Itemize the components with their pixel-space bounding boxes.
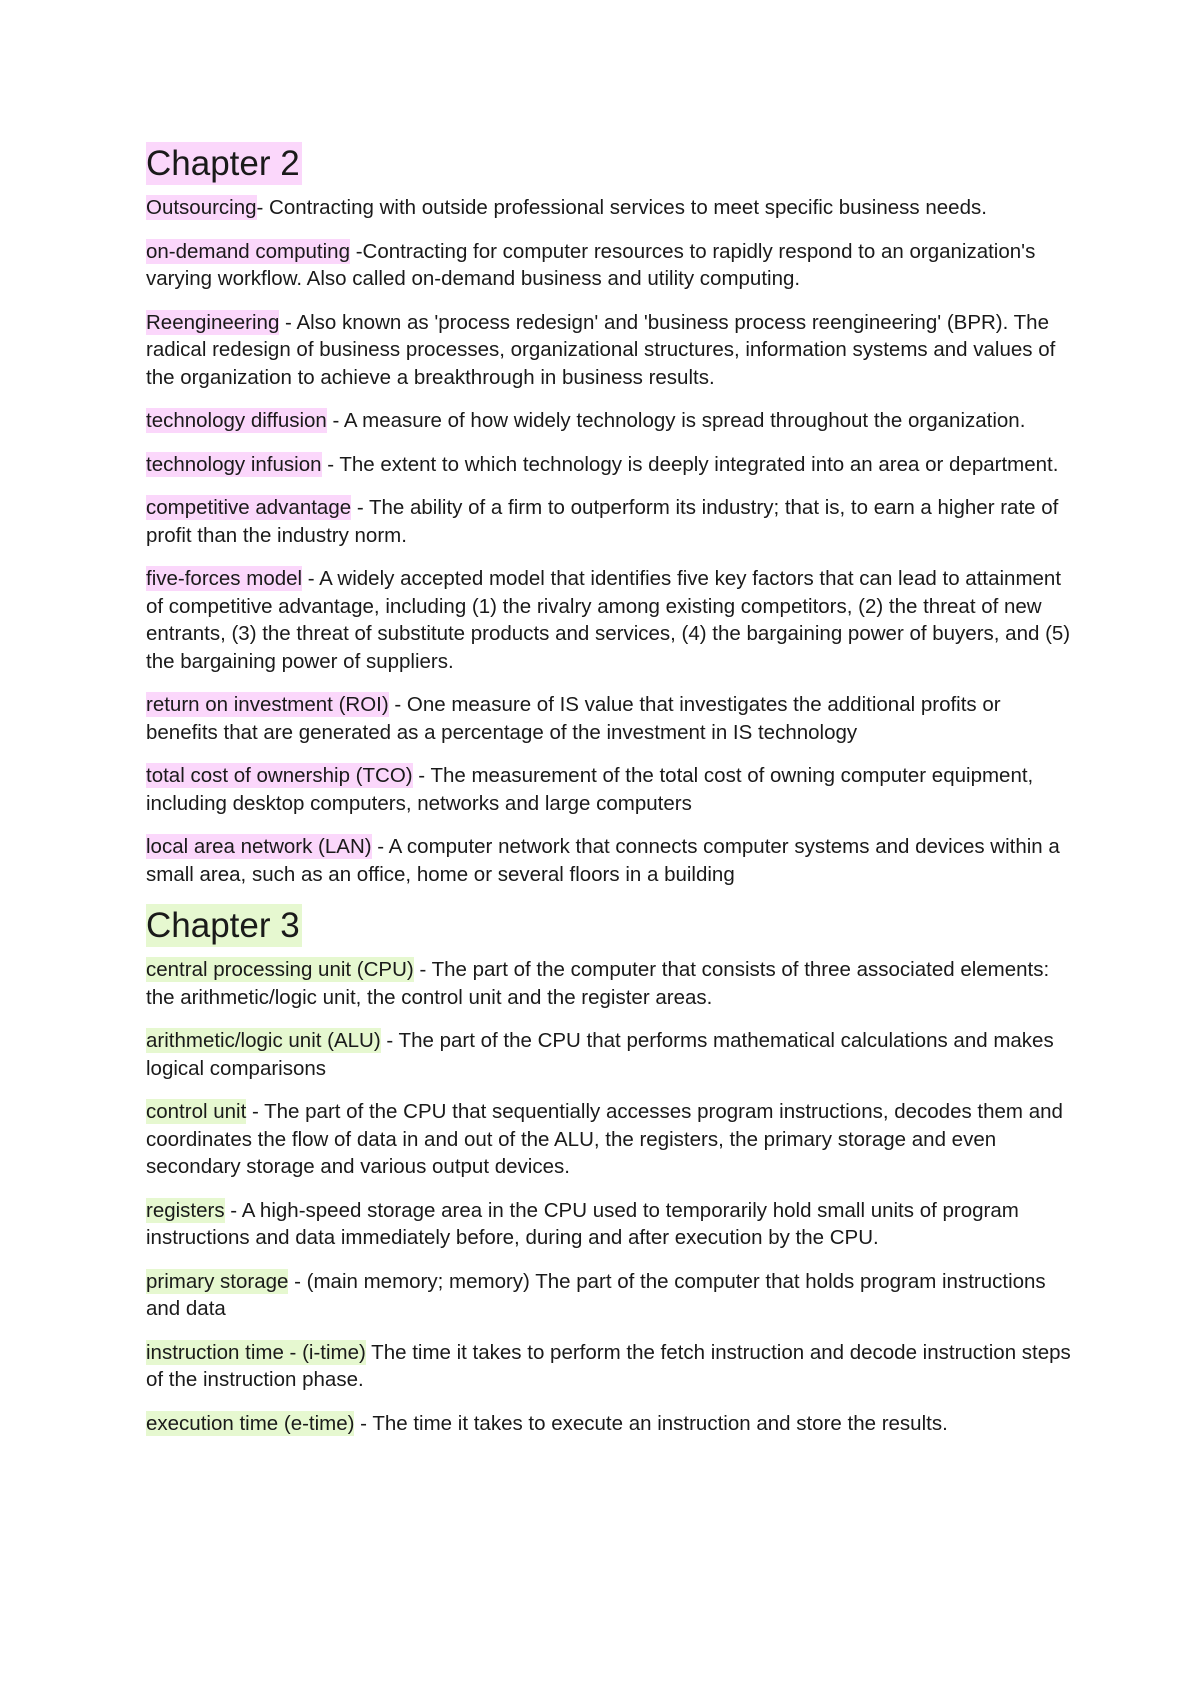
- glossary-entry: [146, 1197, 1076, 1252]
- glossary-definition: -Contracting for computer resources to rapidly respond to an organization's varying workflow. Also called on-demand business and utility computing.: [146, 239, 1036, 290]
- glossary-entry: [146, 1268, 1076, 1323]
- chapter-heading: [146, 904, 1076, 948]
- glossary-entry: [146, 1410, 1076, 1438]
- glossary-entry: [146, 494, 1076, 549]
- glossary-list: [146, 956, 1076, 1437]
- chapter-title: Chapter 2: [146, 144, 300, 183]
- glossary-term: return on investment (ROI): [146, 693, 389, 716]
- glossary-term: Reengineering: [146, 310, 280, 334]
- glossary-term: instruction time - (i-time): [146, 1340, 366, 1364]
- glossary-definition: - The extent to which technology is deeply integrated into an area or department.: [321, 452, 1059, 476]
- glossary-term: primary storage: [146, 1269, 289, 1293]
- glossary-definition: The time it takes to perform the fetch instruction and decode instruction steps of the instruction phase.: [146, 1340, 1071, 1391]
- glossary-definition: - A measure of how widely technology is spread throughout the organization.: [326, 409, 1026, 432]
- chapter-title: Chapter 3: [146, 906, 300, 945]
- glossary-definition: - A high-speed storage area in the CPU used to temporarily hold small units of program instructions and data immediately before, during and after execution by the CPU.: [146, 1198, 1019, 1249]
- glossary-term: local area network (LAN): [146, 835, 372, 858]
- glossary-term: technology diffusion: [146, 409, 327, 432]
- glossary-entry: [146, 309, 1076, 392]
- glossary-term: control unit: [146, 1100, 247, 1123]
- glossary-entry: [146, 833, 1076, 888]
- glossary-definition: - The part of the computer that consists of three associated elements: the arithmetic/logic unit, the control unit and the register areas.: [146, 958, 1050, 1009]
- glossary-definition: - The part of the CPU that performs mathematical calculations and makes logical comparisons: [146, 1029, 1054, 1080]
- glossary-entry: [146, 565, 1076, 675]
- glossary-term: competitive advantage: [146, 496, 352, 519]
- glossary-term: technology infusion: [146, 452, 322, 476]
- glossary-term: total cost of ownership (TCO): [146, 764, 413, 787]
- glossary-entry: [146, 194, 1076, 222]
- glossary-entry: [146, 238, 1076, 293]
- chapter-heading: [146, 142, 1076, 186]
- glossary-definition: - One measure of IS value that investigates the additional profits or benefits that are generated as a percentage of the investment in IS technology: [146, 693, 1001, 744]
- glossary-entry: [146, 1027, 1076, 1082]
- glossary-entry: [146, 1339, 1076, 1394]
- glossary-term: Outsourcing: [146, 196, 257, 219]
- chapter-3-section: [146, 904, 1076, 1437]
- document-page: [146, 142, 1076, 1453]
- glossary-term: execution time (e-time): [146, 1411, 355, 1435]
- glossary-definition: - A computer network that connects computer systems and devices within a small area, such as an office, home or several floors in a building: [146, 835, 1060, 886]
- glossary-definition: - Contracting with outside professional services to meet specific business needs.: [256, 196, 987, 219]
- glossary-entry: [146, 762, 1076, 817]
- glossary-definition: - The ability of a firm to outperform its industry; that is, to earn a higher rate of profit than the industry norm.: [146, 496, 1059, 547]
- glossary-definition: - The time it takes to execute an instruction and store the results.: [354, 1411, 948, 1435]
- glossary-term: registers: [146, 1198, 225, 1222]
- glossary-entry: [146, 1098, 1076, 1181]
- glossary-entry: [146, 407, 1076, 435]
- glossary-definition: - The part of the CPU that sequentially accesses program instructions, decodes them and coordinates the flow of data in and out of the ALU, the registers, the primary storage and even secondary storage and various output devices.: [146, 1100, 1063, 1178]
- glossary-term: central processing unit (CPU): [146, 958, 414, 981]
- glossary-definition: - The measurement of the total cost of owning computer equipment, including desktop computers, networks and large computers: [146, 764, 1034, 815]
- glossary-entry: [146, 451, 1076, 479]
- glossary-definition: - Also known as 'process redesign' and 'business process reengineering' (BPR). The radical redesign of business processes, organizational structures, information systems and values of the organization to achieve a breakthrough in business results.: [146, 310, 1056, 389]
- chapter-2-section: [146, 142, 1076, 888]
- glossary-entry: [146, 691, 1076, 746]
- glossary-definition: - A widely accepted model that identifies five key factors that can lead to attainment of competitive advantage, including (1) the rivalry among existing competitors, (2) the threat of new entrants, (3) the threat of substitute products and services, (4) the bargaining power of buyers, and (5) the bargaining power of suppliers.: [146, 567, 1071, 673]
- glossary-definition: - (main memory; memory) The part of the computer that holds program instructions and data: [146, 1269, 1046, 1320]
- glossary-term: arithmetic/logic unit (ALU): [146, 1029, 381, 1052]
- glossary-entry: [146, 956, 1076, 1011]
- glossary-list: [146, 194, 1076, 888]
- glossary-term: on-demand computing: [146, 239, 350, 263]
- glossary-term: five-forces model: [146, 567, 303, 590]
